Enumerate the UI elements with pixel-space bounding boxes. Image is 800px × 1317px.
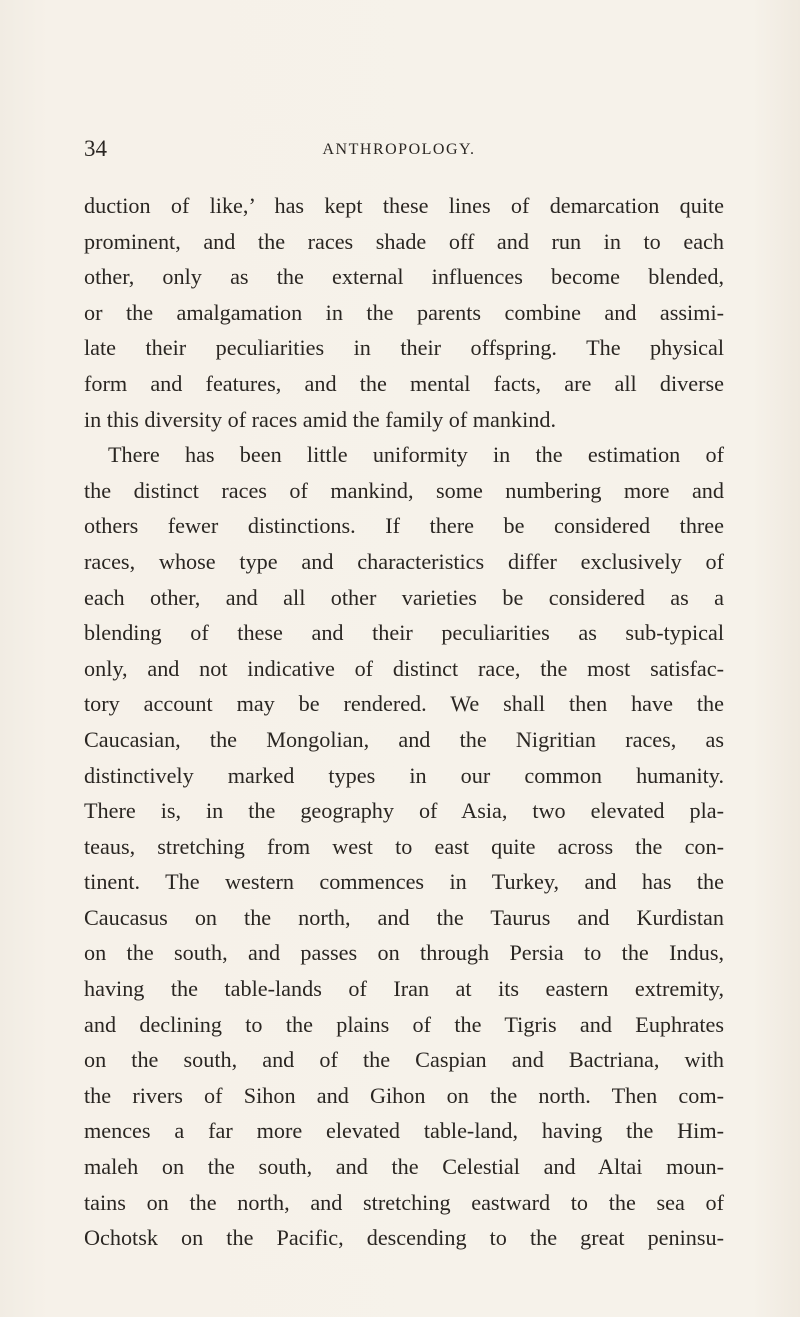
running-head: ANTHROPOLOGY. [322,141,476,158]
text-line: on the south, and of the Caspian and Bactriana, with [84,1047,724,1073]
text-line: prominent, and the races shade off and run in to each [84,228,724,254]
text-line: other, only as the external influences become blended, [84,264,724,290]
text-line: tains on the north, and stretching eastward to the sea of [84,1189,724,1215]
text-line: blending of these and their peculiarities as sub-typical [84,620,724,646]
text-line: There is, in the geography of Asia, two elevated pla- [84,798,724,824]
text-line: or the amalgamation in the parents combine and assimi- [84,299,724,325]
text-line: mences a far more elevated table-land, having the Him- [84,1118,724,1144]
text-line: tinent. The western commences in Turkey, and has the [84,869,724,895]
text-line: having the table-lands of Iran at its eastern extremity, [84,976,724,1002]
text-line: Caucasus on the north, and the Taurus and Kurdistan [84,904,724,930]
page-number: 34 [84,136,107,161]
text-line: the distinct races of mankind, some numbering more and [84,477,724,503]
text-line: races, whose type and characteristics differ exclusively of [84,548,724,574]
text-line: form and features, and the mental facts, are all diverse [84,370,724,396]
text-line: tory account may be rendered. We shall then have the [84,691,724,717]
text-line: Caucasian, the Mongolian, and the Nigritian races, as [84,726,724,752]
page-header [84,134,714,164]
text-line: teaus, stretching from west to east quite across the con- [84,833,724,859]
text-line: others fewer distinctions. If there be considered three [84,513,724,539]
text-line: the rivers of Sihon and Gihon on the north. Then com- [84,1082,724,1108]
body-text [84,188,724,1256]
text-line-paragraph-start: There has been little uniformity in the estimation of [108,442,724,468]
text-line: maleh on the south, and the Celestial and Altai moun- [84,1154,724,1180]
text-line: duction of like,’ has kept these lines of demarcation quite [84,193,724,218]
text-line: distinctively marked types in our common humanity. [84,762,724,788]
text-line: on the south, and passes on through Persia to the Indus, [84,940,724,966]
text-line: late their peculiarities in their offspring. The physical [84,335,724,361]
text-line: each other, and all other varieties be considered as a [84,584,724,610]
text-line: only, and not indicative of distinct race, the most satisfac- [84,655,724,681]
text-line: Ochotsk on the Pacific, descending to the great peninsu- [84,1225,724,1251]
text-line: and declining to the plains of the Tigris and Euphrates [84,1011,724,1037]
text-line: in this diversity of races amid the family of mankind. [84,406,556,432]
